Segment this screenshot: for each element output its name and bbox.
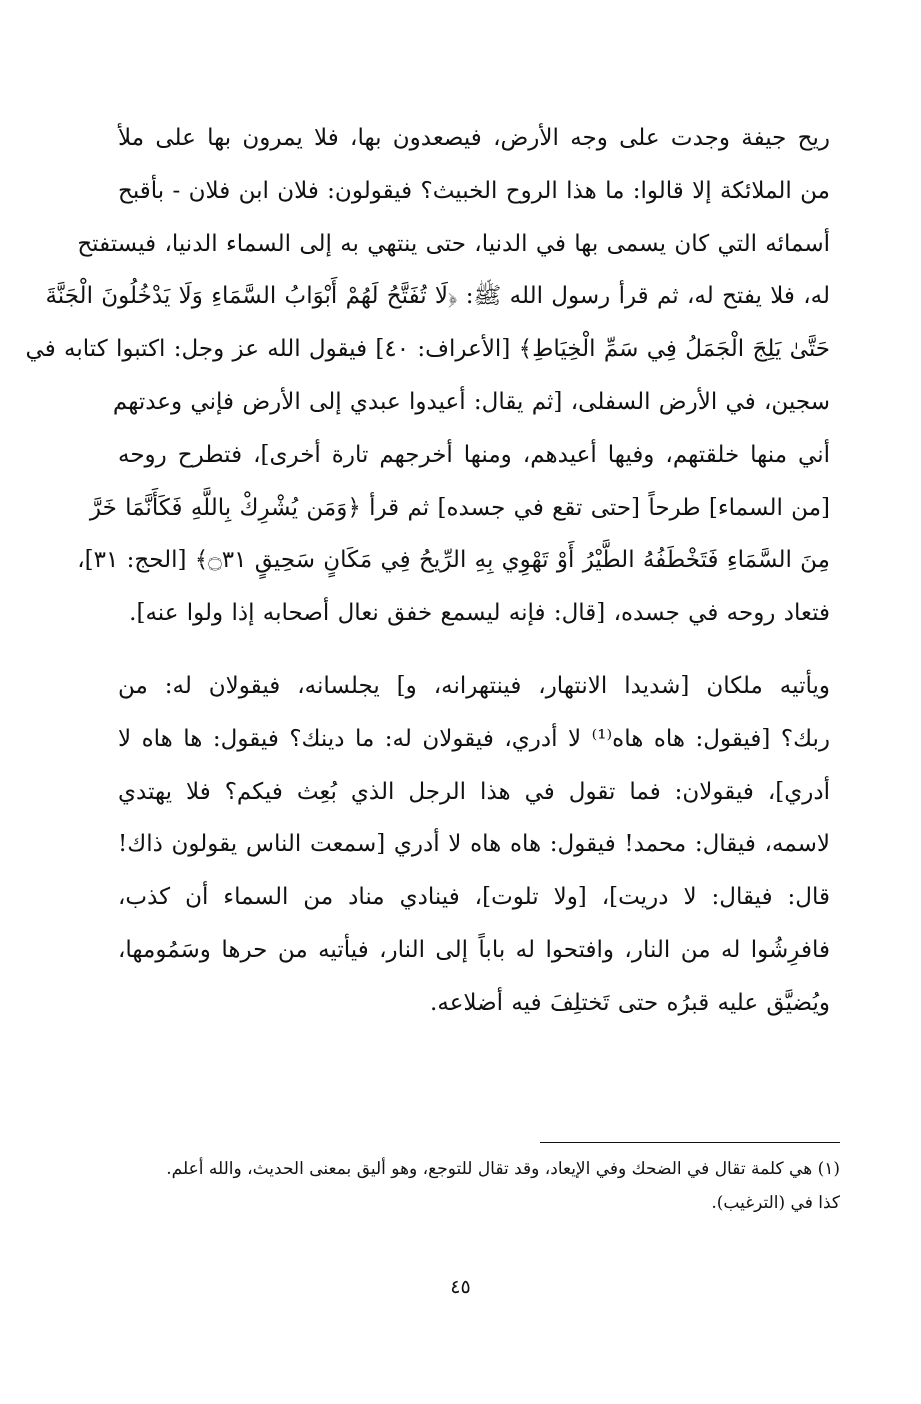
paragraph-2-line: ربك؟ [فيقول: هاه هاه⁽¹⁾ لا أدري، فيقولان له: ما دينك؟ فيقول: ها هاه لا: [118, 725, 830, 752]
paragraph-1-line: [من السماء] طرحاً [حتى تقع في جسده] ثم قرأ ﴿وَمَن يُشْرِكْ بِاللَّهِ فَكَأَنَّمَا خَرَّ: [89, 494, 830, 521]
footnote-line: (١) هي كلمة تقال في الضحك وفي الإيعاد، وقد تقال للتوجع، وهو أليق بمعنى الحديث، والله أعلم.: [166, 1159, 840, 1179]
paragraph-2-line: فافرِشُوا له من النار، وافتحوا له باباً إلى النار، فيأتيه من حرها وسَمُومها،: [118, 936, 830, 963]
paragraph-2-line: ويأتيه ملكان [شديدا الانتهار، فينتهرانه، و] يجلسانه، فيقولان له: من: [118, 673, 830, 699]
paragraph-1-line: أسمائه التي كان يسمى بها في الدنيا، حتى ينتهي به إلى السماء الدنيا، فيستفتح: [77, 230, 830, 257]
paragraph-1-line: مِنَ السَّمَاءِ فَتَخْطَفُهُ الطَّيْرُ أَوْ تَهْوِي بِهِ الرِّيحُ فِي مَكَانٍ سَحِيقٍ ۝٣١﴾ [الحج: ٣١]،: [77, 547, 830, 574]
paragraph-1-line: حَتَّىٰ يَلِجَ الْجَمَلُ فِي سَمِّ الْخِيَاطِ﴾ [الأعراف: ٤٠] فيقول الله عز وجل: اكتبوا كتابه في: [25, 336, 830, 363]
paragraph-1-line: سجين، في الأرض السفلى، [ثم يقال: أعيدوا عبدي إلى الأرض فإني وعدتهم: [112, 388, 830, 415]
paragraph-1-line: من الملائكة إلا قالوا: ما هذا الروح الخبيث؟ فيقولون: فلان ابن فلان - بأقبح: [118, 177, 830, 204]
paragraph-1-line: له، فلا يفتح له، ثم قرأ رسول الله ﷺ: ﴿لَا تُفَتَّحُ لَهُمْ أَبْوَابُ السَّمَاءِ وَلَا يَدْخُلُونَ الْجَنَّةَ: [45, 283, 830, 310]
paragraph-2-line: أدري]، فيقولان: فما تقول في هذا الرجل الذي بُعِث فيكم؟ فلا يهتدي: [118, 778, 830, 805]
paragraph-2-line: قال: فيقال: لا دريت]، [ولا تلوت]، فينادي مناد من السماء أن كذب،: [118, 884, 830, 911]
paragraph-2: [118, 660, 830, 1030]
paragraph-2-line: لاسمه، فيقال: محمد! فيقول: هاه هاه لا أدري [سمعت الناس يقولون ذاك!: [118, 831, 830, 858]
footnote-line: كذا في (الترغيب).: [711, 1193, 840, 1213]
paragraph-2-line: ويُضيَّق عليه قبرُه حتى تَختلِفَ فيه أضلاعه.: [430, 989, 830, 1016]
footnote: [118, 1152, 840, 1220]
footnote-separator: [540, 1142, 840, 1143]
paragraph-1-line: ريح جيفة وجدت على وجه الأرض، فيصعدون بها، فلا يمرون بها على ملأ: [118, 125, 830, 151]
paragraph-1-line: فتعاد روحه في جسده، [قال: فإنه ليسمع خفق نعال أصحابه إذا ولوا عنه].: [129, 600, 830, 627]
paragraph-1-line: أني منها خلقتهم، وفيها أعيدهم، ومنها أخرجهم تارة أخرى]، فتطرح روحه: [118, 441, 830, 468]
page-number: ٤٥: [450, 1276, 471, 1298]
paragraph-1: [25, 112, 830, 640]
